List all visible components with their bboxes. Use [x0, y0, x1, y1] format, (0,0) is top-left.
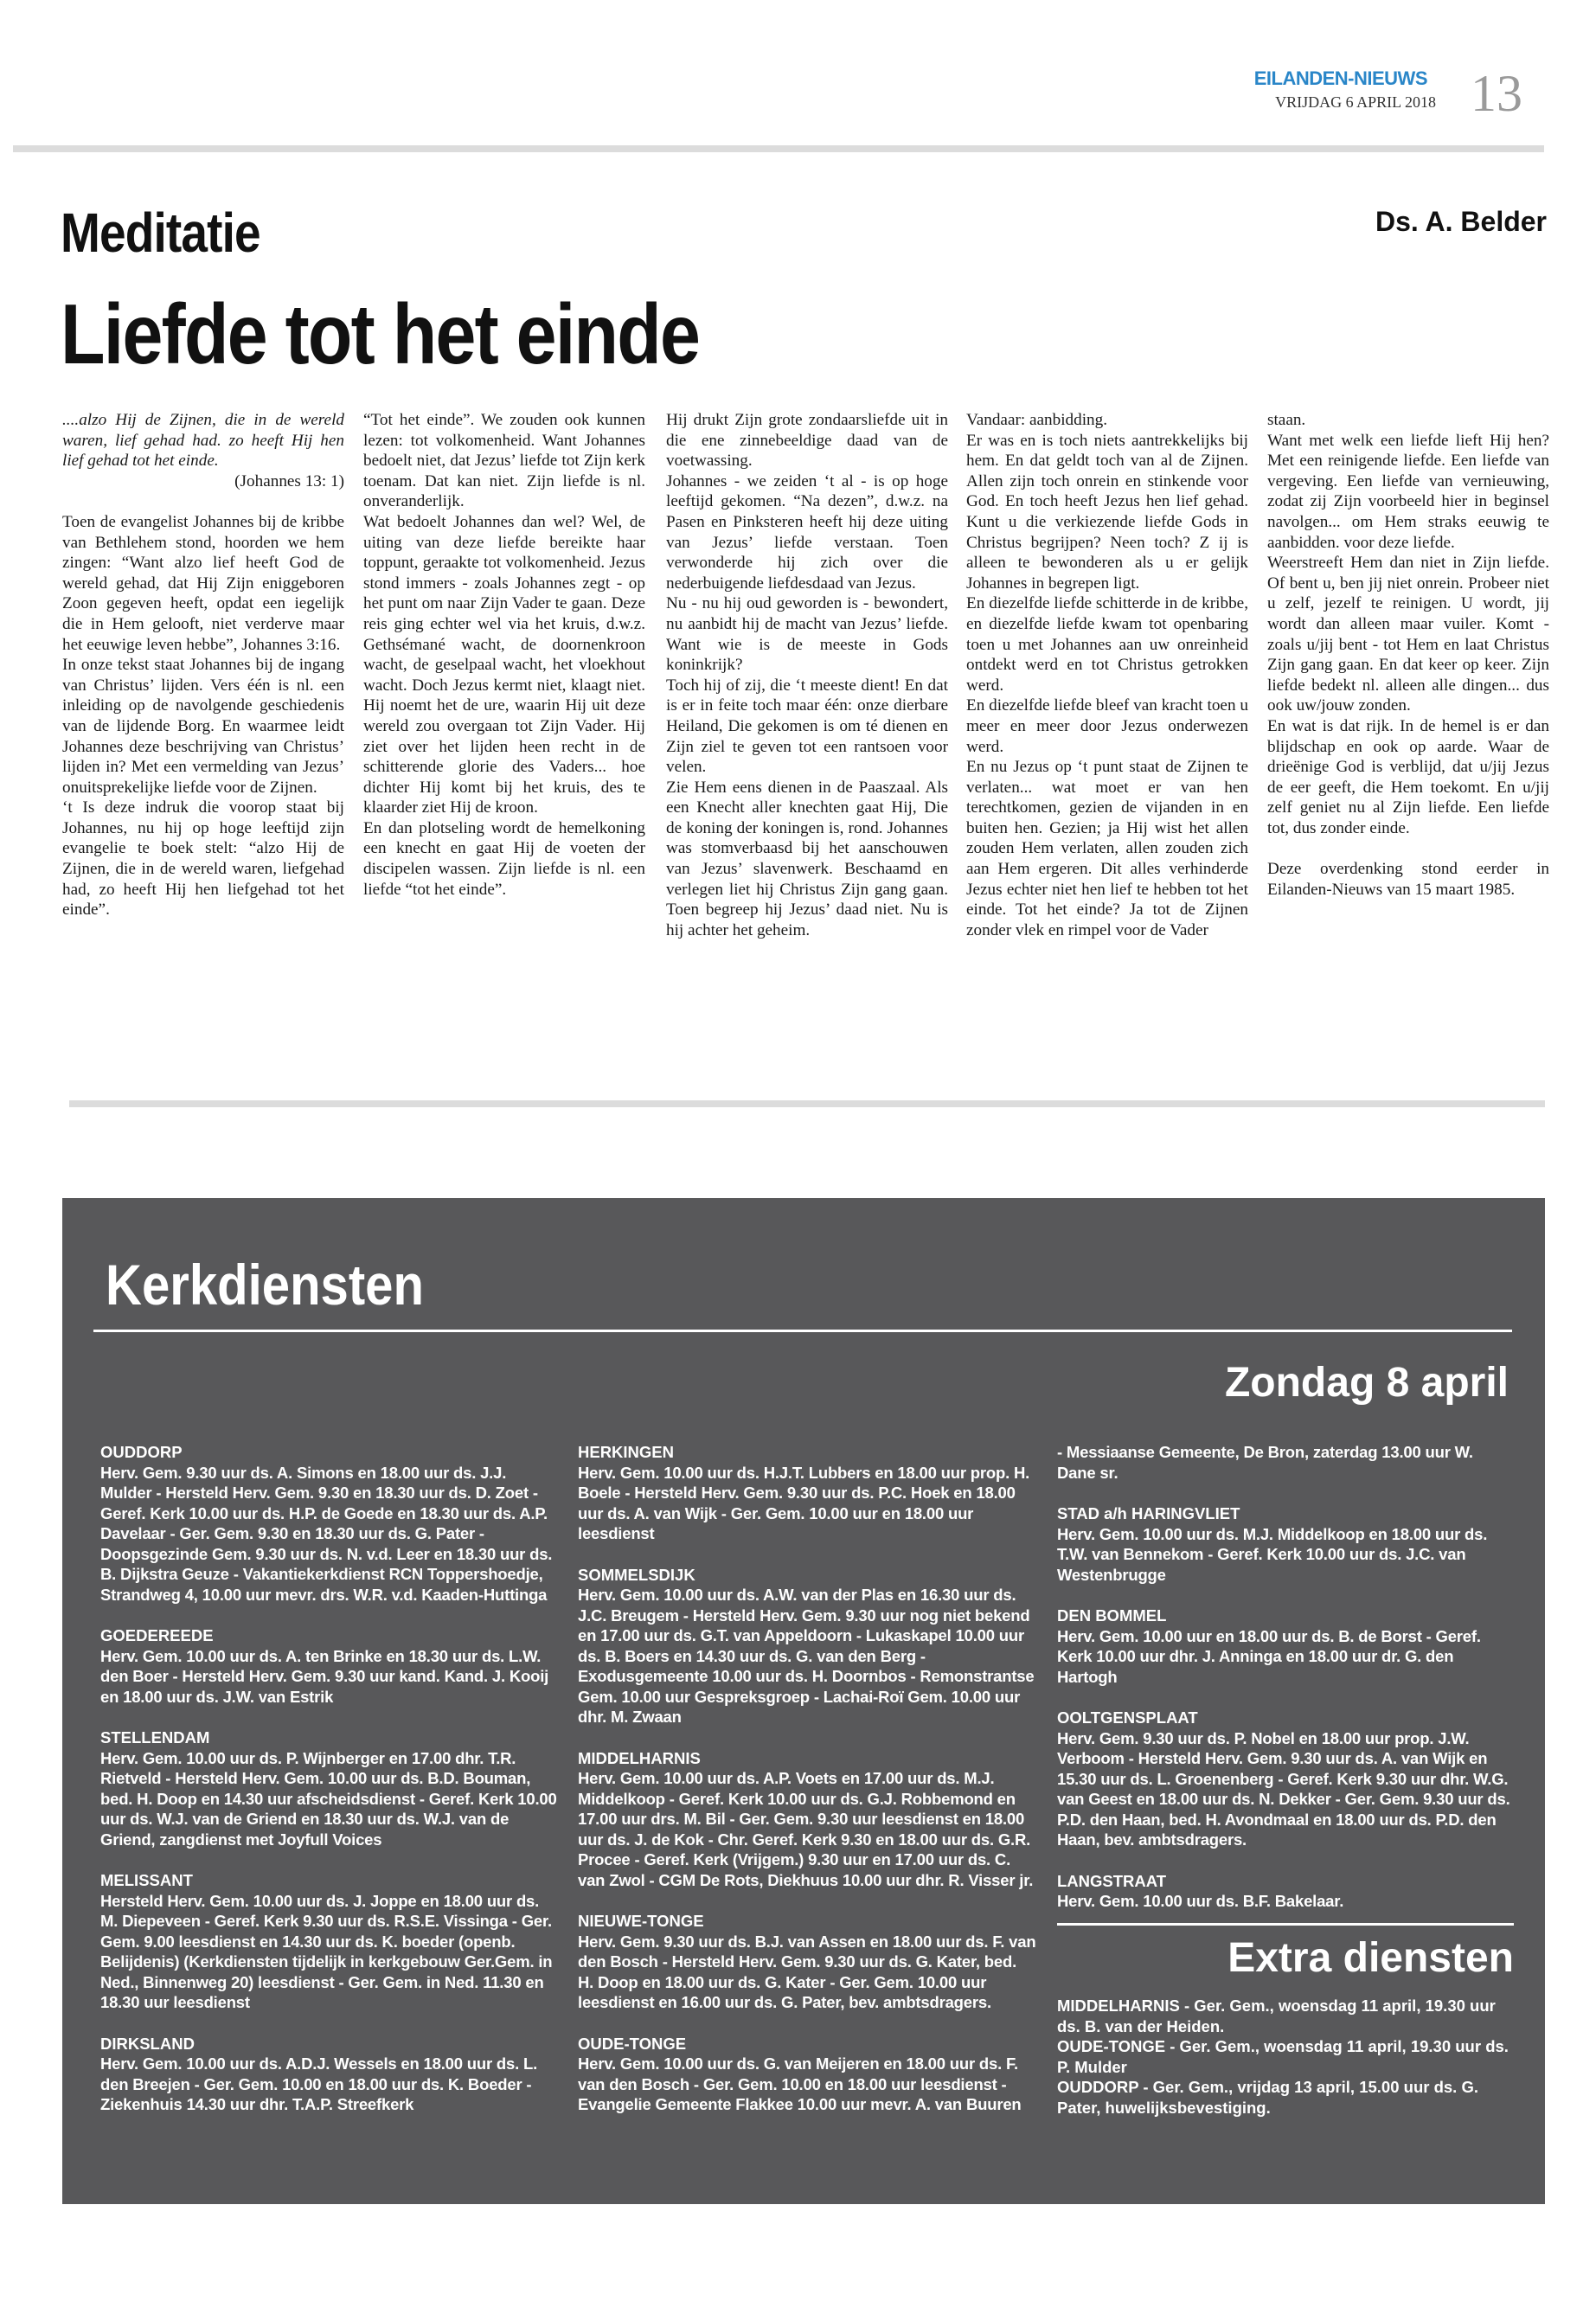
- service-details: Herv. Gem. 9.30 uur ds. P. Nobel en 18.00 uur prop. J.W. Verboom - Hersteld Herv. Gem. 9.30 uur ds. A. van Wijk en 15.30 uur ds. L. Groenenberg - Geref. Kerk 9.30 uur dhr. W.G. van Geest en 18.00 uur ds. N. Dekker - Ger. Gem. 9.30 uur ds. P.D. den Haan, bed. H. Avondmaal en 18.00 uur ds. P.D. den Haan, bev. ambtsdragers.: [1057, 1728, 1510, 1849]
- place-name: OOLTGENSPLAAT: [1057, 1708, 1198, 1727]
- extra-service-item: OUDDORP - Ger. Gem., vrijdag 13 april, 15.00 uur ds. G. Pater, huwelijksbevestiging.: [1057, 2078, 1478, 2117]
- service-details: Herv. Gem. 10.00 uur ds. G. van Meijeren en 18.00 uur ds. F. van den Bosch - Ger. Gem. 10.00 en 18.00 uur leesdienst - Evangelie Gemeente Flakkee 10.00 uur mevr. A. van Buuren: [578, 2054, 1022, 2113]
- article-paragraph: Nu - nu hij oud geworden is - bewondert, nu aanbidt hij de macht van Jezus’ liefde. Want wie is de meeste in Gods koninkrijk?: [666, 594, 948, 675]
- extra-diensten-rule: [1057, 1923, 1514, 1926]
- service-date: Zondag 8 april: [1224, 1360, 1509, 1406]
- article-paragraph: Want met welk een liefde lieft Hij hen? Met een reinigende liefde. Een liefde van vergeving. Een liefde van vernieuwing, zodat zij Zijn voorbeeld hier in beginsel navolgen... om Hem straks eeuwig te aanbidden. voor deze liefde.: [1267, 431, 1549, 552]
- service-details: Herv. Gem. 10.00 uur ds. B.F. Bakelaar.: [1057, 1892, 1344, 1910]
- article-paragraph: Vandaar: aanbidding.: [966, 411, 1108, 429]
- article-paragraph: Wat bedoelt Johannes dan wel? Wel, de uiting van deze liefde bereikte haar toppunt, geraakte tot volkomenheid. Jezus stond immers - zoals Johannes zegt - op het punt om naar Zijn Vader te gaan. Deze reis ging echter wel via het kruis, d.w.z. Gethsémané wacht, de doornenkroon wacht, de geselpaal wacht, het vloekhout wacht. Doch Jezus kermt niet, klaagt niet. Hij noemt het de ure, waarin Hij uit deze wereld zou overgaan tot Zijn Vader. Hij ziet over het lijden heen recht in de schitterende glorie des Vaders... hoe dichter Hij komt bij het kruis, des te klaarder ziet Hij de kroon.: [363, 512, 645, 817]
- article-paragraph: “Tot het einde”. We zouden ook kunnen lezen: tot volkomenheid. Want Johannes bedoelt niet, dat Jezus’ liefde tot Zijn kerk toenam. Dat kan niet. Zijn liefde is nl. onveranderlijk.: [363, 411, 645, 511]
- service-details: Herv. Gem. 10.00 uur ds. A.D.J. Wessels en 18.00 uur ds. L. den Breejen - Ger. Gem. 10.00 en 18.00 uur ds. K. Boeder - Ziekenhuis 14.30 uur dhr. T.A.P. Streefkerk: [100, 2054, 538, 2113]
- services-column-3: [1057, 1442, 1514, 1932]
- service-block: [100, 1870, 557, 2013]
- service-block: [100, 1625, 557, 1707]
- article-paragraph: Zie Hem eens dienen in de Paaszaal. Als een Knecht aller knechten gaat Hij, Die de koning der koningen is, rond. Johannes was stomverbaasd bij het aanschouwen van Jezus’ slavenwerk. Beschaamd en verlegen liet hij Christus Zijn gang gaan. Toen begreep hij Jezus’ daad niet. Nu is hij achter het geheim.: [666, 778, 948, 939]
- article-paragraph: En wat is dat rijk. In de hemel is er dan blijdschap en ook op aarde. Waar de drieënige God is verblijd, dat u/jij Jezus de eer geeft, die Hem toekomt. En u/jij zelf geniet nu al Zijn liefde. Een liefde tot, dus zonder einde.: [1267, 716, 1549, 837]
- service-details: Herv. Gem. 10.00 uur ds. A.P. Voets en 17.00 uur ds. M.J. Middelkoop - Geref. Kerk 10.00 uur ds. G.J. Robbemond en 17.00 uur drs. M. Bil - Ger. Gem. 9.30 uur leesdienst en 18.00 uur ds. J. de Kok - Chr. Geref. Kerk 9.30 en 18.00 uur ds. G.R. Procee - Geref. Kerk (Vrijgem.) 9.30 uur en 17.00 uur ds. C. van Zwol - CGM De Rots, Diekhuus 10.00 uur dhr. R. Visser jr.: [578, 1769, 1034, 1889]
- place-name: MELISSANT: [100, 1871, 193, 1889]
- newspaper-logo: EILANDEN-NIEUWS: [1253, 67, 1427, 89]
- article-paragraph: ‘t Is deze indruk die voorop staat bij Johannes, nu hij op hoge leeftijd zijn evangelie te boek stelt: “alzo Hij de Zijnen, die in de wereld waren, liefgehad had, zo heeft Hij hen liefgehad tot het einde”.: [62, 798, 344, 920]
- extra-service-item: MIDDELHARNIS - Ger. Gem., woensdag 11 april, 19.30 uur ds. B. van der Heiden.: [1057, 1997, 1496, 2035]
- author-byline: Ds. A. Belder: [1375, 206, 1547, 237]
- service-details: Hersteld Herv. Gem. 10.00 uur ds. J. Joppe en 18.00 uur ds. M. Diepeveen - Geref. Kerk 9.30 uur ds. R.S.E. Vissinga - Ger. Gem. 9.00 leesdienst en 14.30 uur ds. K. boeder (openb. Belijdenis) (Kerkdiensten tijdelijk in kerkgebouw Ger.Gem. in Ned., Binnenweg 20) leesdienst - Ger. Gem. in Ned. 11.30 en 18.30 uur leesdienst: [100, 1891, 553, 2011]
- service-block: [1057, 1503, 1514, 1585]
- service-details: Herv. Gem. 9.30 uur ds. B.J. van Assen en 18.00 uur ds. F. van den Bosch - Hersteld Herv. Gem. 9.30 uur ds. G. Kater, bed. H. Doop en 18.00 uur ds. G. Kater - Ger. Gem. 10.00 uur leesdienst en 16.00 uur ds. G. Pater, bev. ambtsdragers.: [578, 1932, 1036, 2011]
- place-name: OUDDORP: [100, 1443, 183, 1461]
- place-name: HERKINGEN: [578, 1443, 675, 1461]
- service-details: Herv. Gem. 10.00 uur ds. H.J.T. Lubbers en 18.00 uur prop. H. Boele - Hersteld Herv. Gem. 9.30 uur ds. P.C. Hoek en 18.00 uur ds. A. van Wijk - Ger. Gem. 10.00 uur en 18.00 uur leesdienst: [578, 1463, 1030, 1542]
- article-column-4: [966, 410, 1248, 940]
- place-name: NIEUWE-TONGE: [578, 1912, 704, 1930]
- article-paragraph: Toen de evangelist Johannes bij de kribbe van Bethlehem stond, hoorden we hem zingen: “Want alzo lief heeft God de wereld gehad, dat Hij Zijn eniggeboren Zoon gegeven heeft, opdat een iegelijk die in Hem gelooft, niet verderve maar het eeuwige leven hebbe”, Johannes 3:16.: [62, 512, 344, 654]
- kerkdiensten-box: [62, 1198, 1545, 2204]
- article-paragraph: (Johannes 13: 1): [234, 471, 344, 490]
- article-paragraph: Hij drukt Zijn grote zondaarsliefde uit in die ene zinnebeeldige daad van de voetwassing.: [666, 411, 948, 471]
- kerkdiensten-title: Kerkdiensten: [106, 1253, 424, 1317]
- article-column-3: [666, 410, 948, 940]
- place-name: GOEDEREEDE: [100, 1626, 214, 1644]
- article-paragraph: En nu Jezus op ‘t punt staat de Zijnen te verlaten... wat moet er van hen terechtkomen, gezien de vijanden in en buiten hen. Gezien; ja Hij wist het allen zouden Hem verlaten, allen zouden zich aan Hem ergeren. Dit alles verhinderde Jezus echter niet hen lief te hebben tot het einde. Tot het einde? Ja tot de Zijnen zonder vlek en rimpel voor de Vader: [966, 758, 1248, 939]
- place-name: LANGSTRAAT: [1057, 1871, 1167, 1890]
- section-title: Meditatie: [61, 202, 260, 264]
- place-name: STAD a/h HARINGVLIET: [1057, 1504, 1240, 1522]
- place-name: OUDE-TONGE: [578, 2034, 687, 2053]
- page-number: 13: [1471, 65, 1522, 122]
- service-details: Herv. Gem. 10.00 uur ds. A. ten Brinke en 18.30 uur ds. L.W. den Boer - Hersteld Herv. Gem. 9.30 uur kand. Kand. J. Kooij en 18.00 uur ds. J.W. van Estrik: [100, 1646, 549, 1706]
- article-paragraph: In onze tekst staat Johannes bij de ingang van Christus’ lijden. Vers één is nl. een inleiding op de navolgende geschiedenis van de lijdende Borg. En waarmee leidt Johannes deze beschrijving van Christus’ lijden in? Met een vermelding van Jezus’ onuitsprekelijke liefde voor de Zijnen.: [62, 656, 344, 797]
- service-block: [100, 2034, 557, 2115]
- place-name: DIRKSLAND: [100, 2034, 195, 2053]
- paragraph-gap: [1267, 838, 1549, 859]
- service-details: Herv. Gem. 10.00 uur en 18.00 uur ds. B. de Borst - Geref. Kerk 10.00 uur dhr. J. Anninga en 18.00 uur dr. G. den Hartogh: [1057, 1626, 1481, 1686]
- service-details: - Messiaanse Gemeente, De Bron, zaterdag 13.00 uur W. Dane sr.: [1057, 1443, 1473, 1482]
- article-paragraph: Weerstreeft Hem dan niet in Zijn liefde. Of bent u, ben jij niet onrein. Probeer niet u zelf, jezelf te reinigen. U wordt, jij wordt dan alleen maar vuiler. Komt - zoals u/jij bent - tot Hem en laat Christus Zijn gang gaan. En dat keer op keer. Zijn liefde bedekt nl. alleen alle dingen... dus ook uw/jouw zonden.: [1267, 554, 1549, 715]
- article-paragraph: Johannes - we zeiden ‘t al - is op hoge leeftijd gekomen. “Na dezen”, d.w.z. na Pasen en Pinksteren heeft hij deze uiting van Jezus’ liefde verstaan. Toen verwonderde hij zich over die nederbuigende liefdesdaad van Jezus.: [666, 471, 948, 593]
- service-block: [1057, 1606, 1514, 1687]
- issue-date: VRIJDAG 6 APRIL 2018: [1275, 93, 1436, 111]
- service-details: Herv. Gem. 10.00 uur ds. M.J. Middelkoop en 18.00 uur ds. T.W. van Bennekom - Geref. Kerk 10.00 uur ds. J.C. van Westenbrugge: [1057, 1524, 1488, 1584]
- top-divider: [13, 145, 1544, 152]
- article-paragraph: Er was en is toch niets aantrekkelijks bij hem. En dat geldt toch van al de Zijnen. Allen zijn toch onrein en stinkende voor God. En toch heeft Jezus hen lief gehad. Kunt u die verkiezende liefde Gods in Christus begrijpen? Neen toch? Z ij is alleen te bewonderen als u er gelijk Johannes in begrepen ligt.: [966, 431, 1248, 593]
- article-paragraph: En diezelfde liefde bleef van kracht toen u meer en meer door Jezus onderwezen werd.: [966, 696, 1248, 756]
- article-paragraph: Deze overdenking stond eerder in Eilanden-Nieuws van 15 maart 1985.: [1267, 860, 1549, 899]
- article-column-1: [62, 410, 344, 920]
- section-divider: [69, 1100, 1545, 1107]
- service-block: [1057, 1442, 1514, 1483]
- services-column-2: [578, 1442, 1036, 2136]
- place-name: SOMMELSDIJK: [578, 1565, 695, 1584]
- service-block: [578, 1911, 1036, 2013]
- extra-diensten-list: [1057, 1996, 1514, 2118]
- article-paragraph: Toch hij of zij, die ‘t meeste dient! En dat is er in feite toch maar één: onze dierbare Heiland, Die gekomen is om té dienen en Zijn ziel te geven tot een rantsoen voor velen.: [666, 676, 948, 777]
- service-block: [1057, 1708, 1514, 1850]
- service-details: Herv. Gem. 9.30 uur ds. A. Simons en 18.00 uur ds. J.J. Mulder - Hersteld Herv. Gem. 9.30 en 18.30 uur ds. D. Zoet - Geref. Kerk 10.00 uur ds. H.P. de Goede en 18.30 uur ds. A.P. Davelaar - Ger. Gem. 9.30 en 18.30 uur ds. G. Pater - Doopsgezinde Gem. 9.30 uur ds. N. v.d. Leer en 18.30 uur ds. B. Dijkstra Geuze - Vakantiekerkdienst RCN Toppershoedje, Strandweg 4, 10.00 uur mevr. drs. W.R. v.d. Kaaden-Huttinga: [100, 1463, 553, 1604]
- service-block: [1057, 1871, 1514, 1912]
- service-block: [578, 1565, 1036, 1727]
- article-paragraph: ....alzo Hij de Zijnen, die in de wereld waren, lief gehad had. zo heeft Hij hen lief gehad tot het einde.: [62, 411, 344, 471]
- service-block: [100, 1442, 557, 1605]
- extra-service-item: OUDE-TONGE - Ger. Gem., woensdag 11 april, 19.30 uur ds. P. Mulder: [1057, 2037, 1509, 2076]
- article-column-2: [363, 410, 645, 900]
- service-block: [578, 1442, 1036, 1544]
- service-block: [578, 2034, 1036, 2115]
- service-block: [100, 1727, 557, 1849]
- kerkdiensten-rule: [93, 1330, 1512, 1332]
- place-name: STELLENDAM: [100, 1728, 210, 1747]
- article-headline: Liefde tot het einde: [61, 286, 700, 381]
- article-paragraph: En dan plotseling wordt de hemelkoning een knecht en gaat Hij de voeten der discipelen wassen. Zijn liefde is nl. een liefde “tot het einde”.: [363, 818, 645, 899]
- article-column-5: [1267, 410, 1549, 900]
- article-paragraph: staan.: [1267, 411, 1306, 429]
- place-name: MIDDELHARNIS: [578, 1748, 701, 1767]
- paragraph-gap: [62, 491, 344, 512]
- service-details: Herv. Gem. 10.00 uur ds. A.W. van der Plas en 16.30 uur ds. J.C. Breugem - Hersteld Herv. Gem. 9.30 uur nog niet bekend en 17.00 uur ds. G.T. van Appeldoorn - Lukaskapel 10.00 uur ds. B. Boers en 14.30 uur ds. G. van den Berg - Exodusgemeente 10.00 uur ds. H. Doornbos - Remonstrantse Gem. 10.00 uur Gespreksgroep - Lachai-Roï Gem. 10.00 uur dhr. M. Zwaan: [578, 1586, 1035, 1726]
- extra-diensten-title: Extra diensten: [1227, 1935, 1514, 1981]
- services-column-1: [100, 1442, 557, 2136]
- article-paragraph: En diezelfde liefde schitterde in de kribbe, en diezelfde liefde kwam tot openbaring toen u met Johannes aan uw onreinheid ontdekt werd en tot Christus getrokken werd.: [966, 594, 1248, 695]
- service-block: [578, 1748, 1036, 1891]
- place-name: DEN BOMMEL: [1057, 1606, 1167, 1625]
- service-details: Herv. Gem. 10.00 uur ds. P. Wijnberger en 17.00 dhr. T.R. Rietveld - Hersteld Herv. Gem. 10.00 uur ds. B.D. Bouman, bed. H. Doop en 14.30 uur afscheidsdienst - Geref. Kerk 10.00 uur ds. W.J. van de Griend en 18.30 uur ds. W.J. van de Griend, zangdienst met Joyfull Voices: [100, 1748, 557, 1849]
